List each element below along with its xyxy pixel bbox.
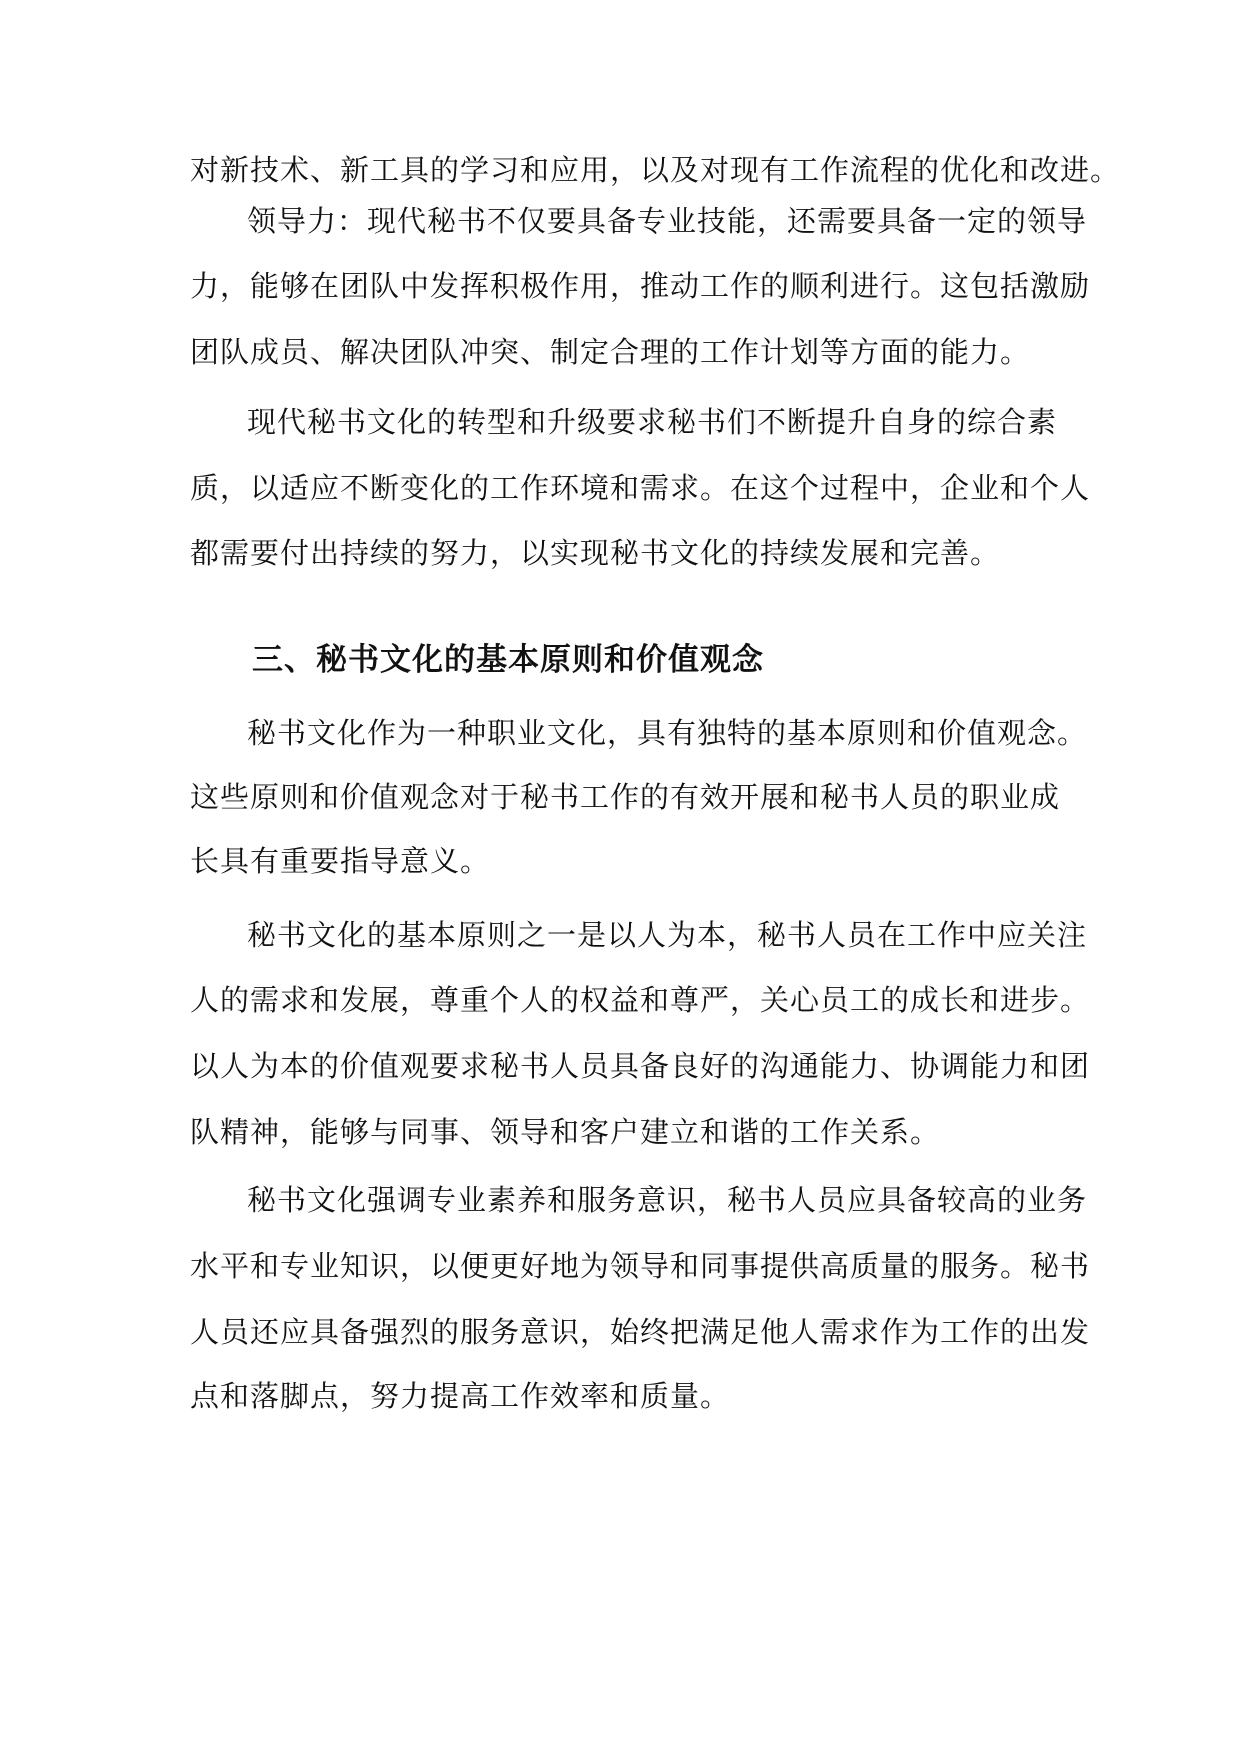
paragraph-line: 人的需求和发展，尊重个人的权益和尊严，关心员工的成长和进步。 [190,983,1091,1017]
paragraph-line: 队精神，能够与同事、领导和客户建立和谐的工作关系。 [190,1115,941,1149]
paragraph-line: 现代秘书文化的转型和升级要求秘书们不断提升自身的综合素 [247,405,1058,439]
paragraph-line: 对新技术、新工具的学习和应用，以及对现有工作流程的优化和改进。 [190,153,1121,187]
paragraph-line: 秘书文化的基本原则之一是以人为本，秘书人员在工作中应关注 [247,918,1088,952]
paragraph-line: 领导力：现代秘书不仅要具备专业技能，还需要具备一定的领导 [247,204,1088,238]
paragraph-line: 秘书文化作为一种职业文化，具有独特的基本原则和价值观念。 [247,716,1088,750]
paragraph-line: 都需要付出持续的努力，以实现秘书文化的持续发展和完善。 [190,536,1001,570]
paragraph-line: 秘书文化强调专业素养和服务意识，秘书人员应具备较高的业务 [247,1183,1088,1217]
paragraph-line: 团队成员、解决团队冲突、制定合理的工作计划等方面的能力。 [190,335,1031,369]
paragraph-line: 这些原则和价值观念对于秘书工作的有效开展和秘书人员的职业成 [190,780,1061,814]
paragraph-line: 水平和专业知识，以便更好地为领导和同事提供高质量的服务。秘书 [190,1249,1091,1283]
paragraph-line: 点和落脚点，努力提高工作效率和质量。 [190,1379,731,1413]
section-heading: 三、秘书文化的基本原则和价值观念 [252,642,764,678]
paragraph-line: 长具有重要指导意义。 [190,844,491,878]
paragraph-line: 人员还应具备强烈的服务意识，始终把满足他人需求作为工作的出发 [190,1315,1091,1349]
paragraph-line: 质，以适应不断变化的工作环境和需求。在这个过程中，企业和个人 [190,471,1091,505]
paragraph-line: 力，能够在团队中发挥积极作用，推动工作的顺利进行。这包括激励 [190,269,1091,303]
paragraph-line: 以人为本的价值观要求秘书人员具备良好的沟通能力、协调能力和团 [190,1049,1091,1083]
